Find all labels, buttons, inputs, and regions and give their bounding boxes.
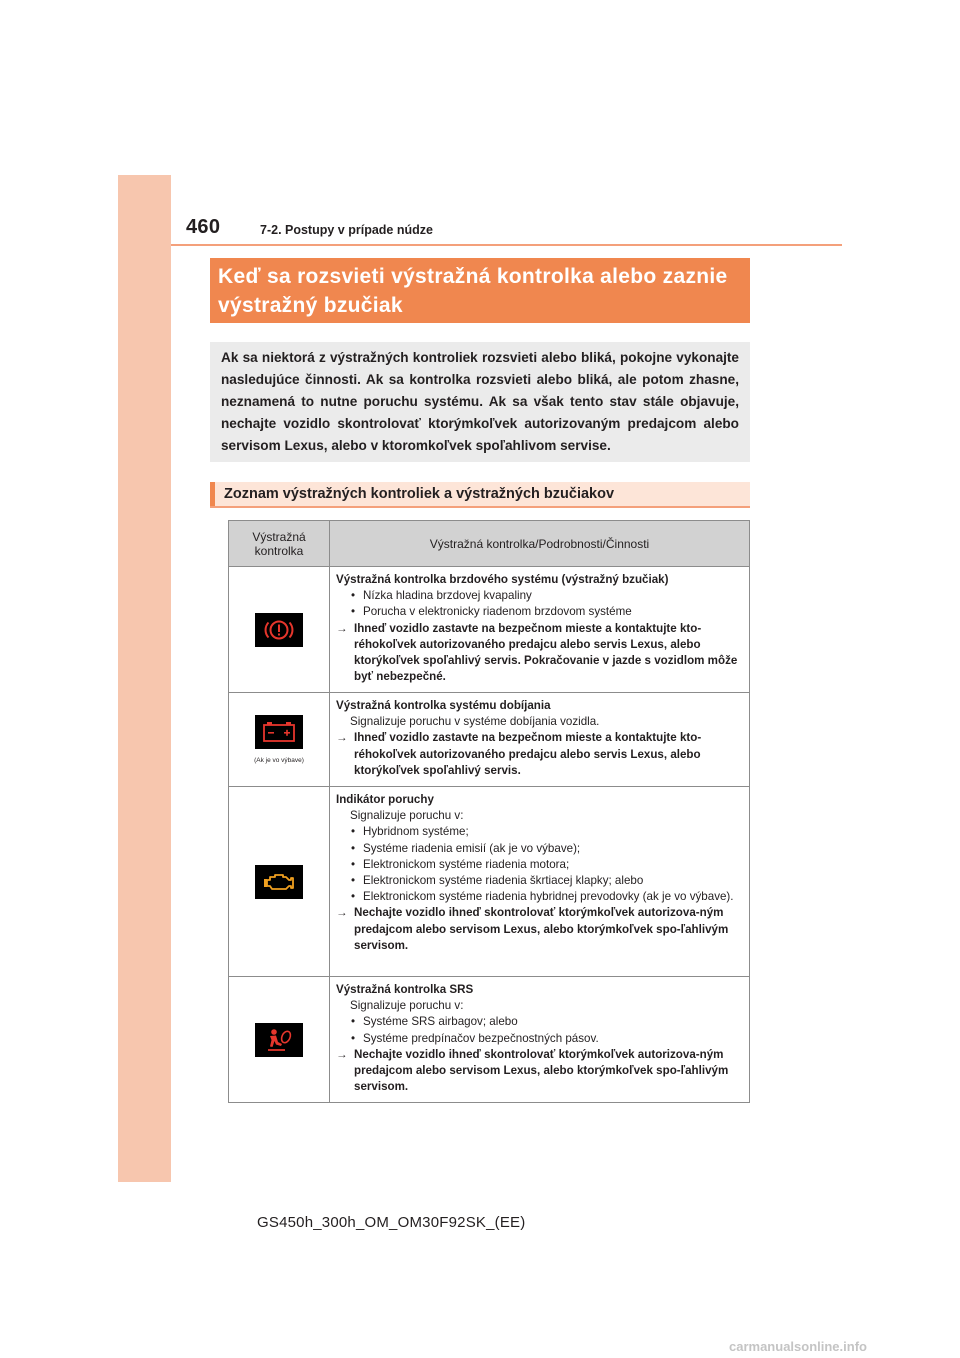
item-note: Signalizuje poruchu v systéme dobíjania vozidla. xyxy=(350,715,600,729)
item-note: Signalizuje poruchu v: xyxy=(350,809,464,823)
subsection-title: Zoznam výstražných kontroliek a výstražných bzučiakov xyxy=(224,486,615,502)
table-row xyxy=(229,977,750,1103)
list-item: • Elektronickom systéme riadenia hybridnej prevodovky (ak je vo výbave). xyxy=(350,889,743,905)
list-item: • Systéme riadenia emisií (ak je vo výbave); xyxy=(350,841,743,857)
list-item: • Hybridnom systéme; xyxy=(350,824,743,840)
description-cell xyxy=(330,787,750,977)
arrow-icon: → xyxy=(336,906,348,920)
main-heading-banner xyxy=(210,258,750,323)
list-item: • Systéme predpínačov bezpečnostných pásov. xyxy=(350,1031,743,1047)
subsection-accent-bar xyxy=(210,482,215,506)
action-label: Ihneď vozidlo zastavte na bezpečnom mieste a kontaktujte kto-réhokoľvek autorizovaného predajcu alebo servis Lexus, alebo ktorýkoľvek spoľahlivý servis. Pokračovanie v jazde s vozidlom môže byť nebezpečné. xyxy=(354,621,738,684)
page-number: 460 xyxy=(186,216,221,238)
table-row xyxy=(229,567,750,693)
watermark: carmanualsonline.info xyxy=(729,1339,867,1354)
warning-lights-table xyxy=(228,520,750,1103)
action-text xyxy=(336,1047,743,1096)
list-item: • Porucha v elektronicky riadenom brzdovom systéme xyxy=(350,604,743,620)
arrow-icon: → xyxy=(336,731,348,745)
header-description-column: Výstražná kontrolka/Podrobnosti/Činnosti xyxy=(330,521,750,567)
list-item: • Elektronickom systéme riadenia škrtiacej klapky; alebo xyxy=(350,873,743,889)
airbag-icon xyxy=(255,1023,303,1057)
main-heading-line-1: Keď sa rozsvieti výstražná kontrolka alebo zaznie xyxy=(218,265,728,288)
table-row xyxy=(229,693,750,787)
table-row xyxy=(229,787,750,977)
item-title: Indikátor poruchy xyxy=(336,793,434,806)
bullet-list xyxy=(350,588,743,620)
description-cell xyxy=(330,567,750,693)
icon-cell xyxy=(229,693,330,787)
header-icon-label-line-2: kontrolka xyxy=(254,543,304,558)
intro-box xyxy=(210,342,750,462)
item-title: Výstražná kontrolka systému dobíjania xyxy=(336,699,551,712)
header-icon-column xyxy=(229,521,330,567)
item-note: Signalizuje poruchu v: xyxy=(350,999,464,1013)
description-cell xyxy=(330,693,750,787)
icon-cell xyxy=(229,787,330,977)
main-heading-line-2: výstražný bzučiak xyxy=(218,294,403,317)
action-text xyxy=(336,621,743,686)
action-label: Ihneď vozidlo zastavte na bezpečnom mieste a kontaktujte kto-réhokoľvek autorizovaného predajcu alebo servis Lexus, alebo ktorýkoľvek spoľahlivý servis. xyxy=(354,731,702,777)
list-item: • Systéme SRS airbagov; alebo xyxy=(350,1014,743,1030)
icon-cell xyxy=(229,977,330,1103)
action-label: Nechajte vozidlo ihneď skontrolovať ktorýmkoľvek autorizova-ným predajcom alebo servisom Lexus, alebo ktorýmkoľvek spo-ľahlivým servisom. xyxy=(354,1047,729,1094)
table-header-row xyxy=(229,521,750,567)
bullet-list xyxy=(350,1014,743,1046)
icon-cell xyxy=(229,567,330,693)
battery-icon xyxy=(255,715,303,749)
section-title: 7-2. Postupy v prípade núdze xyxy=(260,223,433,237)
arrow-icon: → xyxy=(336,621,348,635)
action-label: Nechajte vozidlo ihneď skontrolovať ktorýmkoľvek autorizova-ným predajcom alebo servisom Lexus, alebo ktorýmkoľvek spo-ľahlivým servisom. xyxy=(354,906,729,952)
bullet-list xyxy=(350,824,743,905)
optional-caption: (Ak je vo výbave) xyxy=(254,757,304,764)
subsection-heading xyxy=(210,482,750,508)
list-item: • Elektronickom systéme riadenia motora; xyxy=(350,857,743,873)
brake-warning-icon xyxy=(255,613,303,647)
action-text xyxy=(336,730,743,779)
intro-text: Ak sa niektorá z výstražných kontroliek rozsvieti alebo bliká, pokojne vykonajte nasledujúce činnosti. Ak sa kontrolka rozsvieti alebo bliká, ale potom zhasne, neznamená to nutne poruchu systému. Ak sa však tento stav stále objavuje, nechajte vozidlo skontrolovať ktorýmkoľvek autorizovaným predajcom alebo servisom Lexus, alebo v ktoromkoľvek spoľahlivom servise. xyxy=(221,350,739,453)
arrow-icon: → xyxy=(336,1047,348,1061)
side-tab-band xyxy=(118,175,171,1182)
list-item: • Nízka hladina brzdovej kvapaliny xyxy=(350,588,743,604)
engine-icon xyxy=(255,865,303,899)
action-text xyxy=(336,905,743,954)
document-code: GS450h_300h_OM_OM30F92SK_(EE) xyxy=(257,1214,526,1231)
item-title: Výstražná kontrolka brzdového systému (výstražný bzučiak) xyxy=(336,573,669,586)
header-rule xyxy=(171,244,842,246)
header-icon-label-line-1: Výstražná xyxy=(252,529,306,544)
item-title: Výstražná kontrolka SRS xyxy=(336,983,474,996)
description-cell xyxy=(330,977,750,1103)
